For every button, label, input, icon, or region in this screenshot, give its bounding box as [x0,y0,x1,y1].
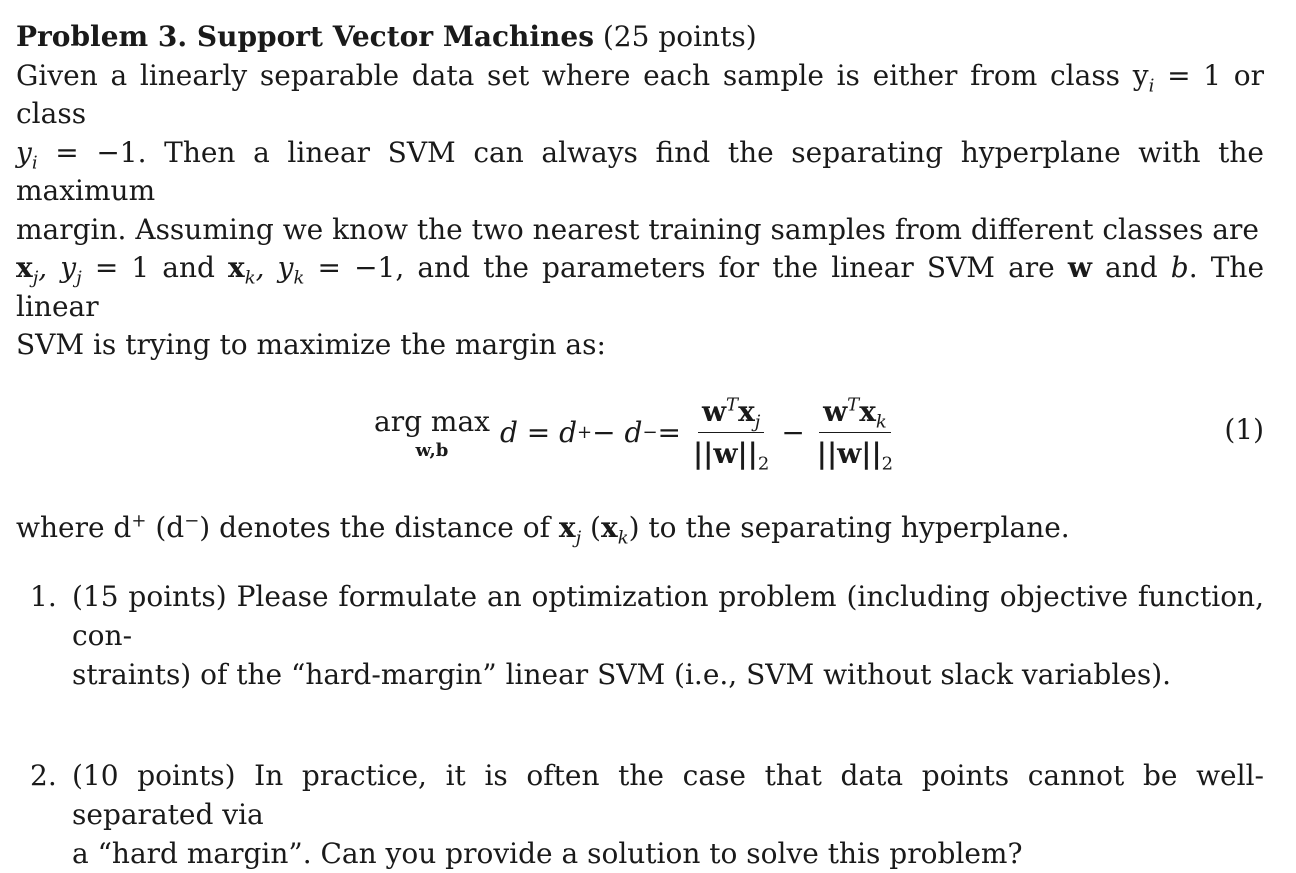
intro-line-4 [16,251,1264,323]
text-segment: = 1 and [81,251,229,284]
vec-w: w [701,395,727,428]
subscript-j: j [76,267,82,289]
margin-equation [16,383,1264,509]
intro-line-1-end: = 1 or class [16,58,1265,130]
transpose-T: T [847,394,860,416]
var-b: b [1170,251,1189,284]
transpose-T: T [726,394,739,416]
problem-intro [16,18,1264,365]
vec-w: w [823,395,848,428]
item-number: 1. [30,580,57,613]
equation-lhs: d = d [499,416,578,449]
where-line [16,509,1264,548]
vec-x: x [600,510,618,544]
problem-document [16,18,1264,873]
subscript-k: k [875,411,887,433]
text-segment: = −1, and the parameters for the linear SVM are [304,251,1068,284]
where-text: ) denotes the distance of [199,510,559,544]
norm-subscript: 2 [881,453,894,475]
intro-line-3: margin. Assuming we know the two nearest training samples from different classes are [16,212,1259,246]
fraction-2-denominator [813,433,897,475]
d-plus-superscript: + [131,510,147,532]
equals-sign: = [657,416,681,449]
argmax-subscript: w,b [415,439,449,461]
var-y: , y [38,251,77,284]
fraction-2 [813,394,897,475]
subscript-k: k [293,267,305,289]
argmax-operator [374,405,490,461]
where-text: ( [581,510,601,544]
subscript-k: k [617,527,629,549]
subscript-i: i [31,152,38,174]
subscript-k: k [244,267,256,289]
item-1-line-1: (15 points) Please formulate an optimization problem (including objective function, con- [72,580,1264,652]
vec-w: w [1067,251,1092,284]
intro-line-5: SVM is trying to maximize the margin as: [16,328,606,361]
intro-line-2-text: = −1. Then a linear SVM can always find the separating hyperplane with the maximum [16,135,1264,207]
equation-body: arg max w,b d = d + − d − = $\frac{w^Tx_j}{||w||_2}$ − $\frac{w^Tx_k}{||w||_2}$ [374,383,905,483]
fraction-1-numerator [698,395,764,433]
equation-minus-d: − d [592,416,643,449]
question-item-1 [16,577,1264,694]
var-y: y [16,135,32,169]
text-segment: . The linear [16,251,1265,323]
minus-sign: − [781,416,805,449]
vec-x: x [228,251,245,284]
where-text: where d [16,510,132,544]
intro-line-1 [16,59,1264,131]
item-2-line-1: (10 points) In practice, it is often the case that data points cannot be well-separated via [72,759,1264,831]
var-y: , y [255,251,294,284]
intro-line-2 [16,136,1264,208]
where-text: ) to the separating hyperplane. [628,510,1070,544]
intro-line-1-text: Given a linearly separable data set where each sample is either from class y [16,58,1149,92]
item-number: 2. [30,759,57,792]
vec-x: x [859,395,876,428]
d-minus-superscript: − [184,510,200,532]
item-1-line-2: straints) of the “hard-margin” linear SVM (i.e., SVM without slack variables). [72,658,1172,691]
text-segment: and [1091,251,1171,284]
argmax-text: arg max [374,404,490,438]
vec-x: x [16,251,33,284]
norm-subscript: 2 [757,453,770,475]
fraction-1 [689,394,773,475]
vec-x: x [738,395,755,428]
subscript-j: j [32,267,39,289]
item-2-line-2: a “hard margin”. Can you provide a solution to solve this problem? [72,837,1023,870]
fraction-2-numerator [819,395,891,433]
problem-heading: Problem 3. Support Vector Machines [16,20,594,53]
equation-number: (1) [1224,412,1264,446]
fraction-1-denominator [689,433,773,475]
norm-w: ||w|| [816,437,882,470]
question-item-2 [16,756,1264,873]
vec-x: x [558,510,576,544]
subscript-j: j [754,411,761,433]
subscript-i: i [1148,75,1155,97]
problem-points: (25 points) [602,20,757,53]
norm-w: ||w|| [693,437,758,470]
where-text: (d [146,510,185,544]
problem-title [16,20,757,53]
subscript-j: j [575,527,582,549]
